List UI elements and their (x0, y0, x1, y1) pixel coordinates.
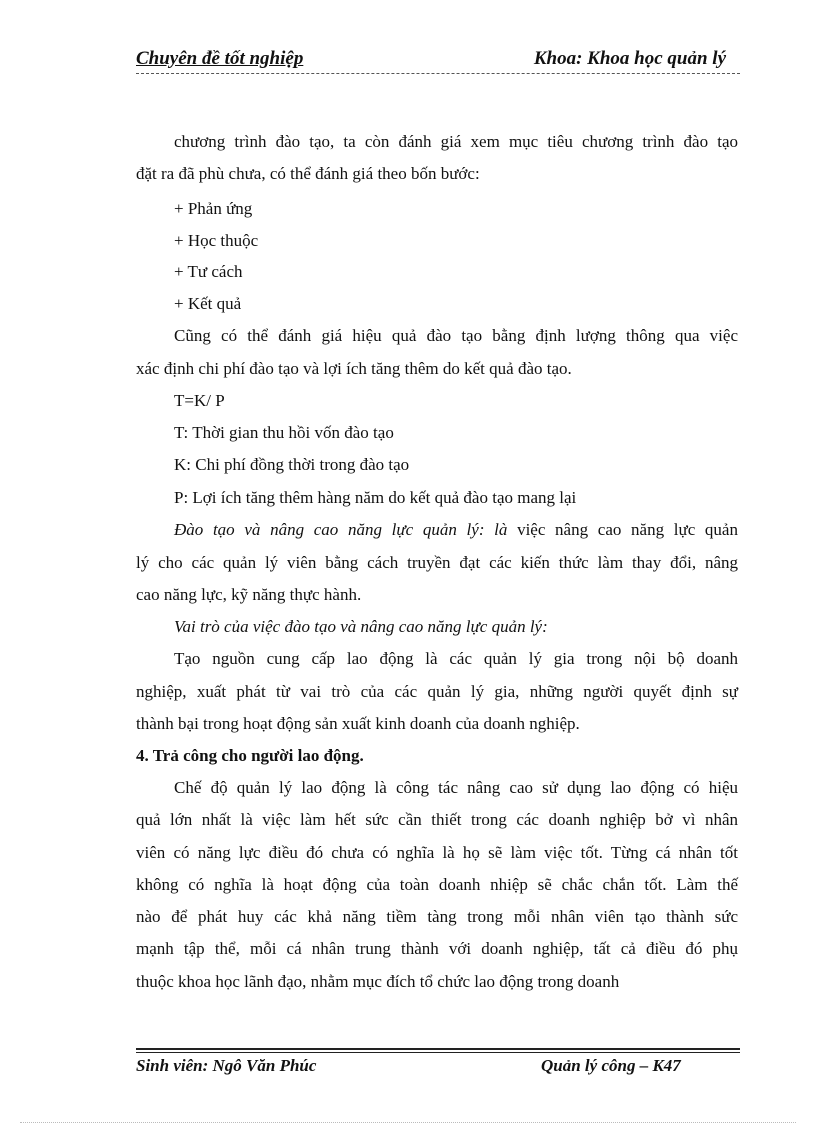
text-line: nào để phát huy các khả năng tiềm tàng trong mỗi nhân viên tạo thành sức (136, 907, 738, 926)
italic-subheading: Vai trò của việc đào tạo và nâng cao năng lực quản lý: (174, 617, 548, 636)
footer-student: Sinh viên: Ngô Văn Phúc (136, 1056, 317, 1075)
formula: T=K/ P (174, 391, 225, 410)
page-footer (136, 1056, 740, 1080)
page-header (136, 48, 740, 74)
definition-k: K: Chi phí đồng thời trong đào tạo (174, 455, 410, 474)
header-divider (136, 73, 740, 74)
text-line: nghiệp, xuất phát từ vai trò của các quản lý gia, những người quyết định sự (136, 682, 738, 701)
footer-class: Quản lý công – K47 (541, 1056, 681, 1075)
header-faculty: Khoa: Khoa học quản lý (533, 48, 726, 69)
italic-term: Đào tạo và nâng cao năng lực quản lý: là (174, 520, 508, 539)
text-line: Cũng có thể đánh giá hiệu quả đào tạo bằng định lượng thông qua việc (174, 326, 738, 345)
text-line: không có nghĩa là hoạt động của toàn doanh nhiệp sẽ chắc chắn tốt. Làm thế (136, 875, 738, 894)
text-line: thuộc khoa học lãnh đạo, nhằm mục đích tổ chức lao động trong doanh (136, 972, 620, 991)
text-line: đặt ra đã phù chưa, có thể đánh giá theo bốn bước: (136, 164, 480, 183)
definition-t: T: Thời gian thu hồi vốn đào tạo (174, 423, 394, 442)
text-line: lý cho các quản lý viên bằng cách truyền đạt các kiến thức làm thay đổi, nâng (136, 553, 738, 572)
list-item: + Học thuộc (174, 231, 259, 250)
text-run: việc nâng cao năng lực quản (507, 520, 738, 539)
footer-divider-thick (136, 1048, 740, 1050)
text-line: Tạo nguồn cung cấp lao động là các quản lý gia trong nội bộ doanh (174, 649, 738, 668)
list-item: + Kết quả (174, 294, 242, 313)
text-line: Chế độ quản lý lao động là công tác nâng cao sử dụng lao động có hiệu (174, 778, 738, 797)
list-item: + Phản ứng (174, 199, 253, 218)
list-item: + Tư cách (174, 262, 243, 281)
text-line: cao năng lực, kỹ năng thực hành. (136, 585, 362, 604)
text-line (174, 520, 738, 542)
text-line: mạnh tập thể, mỗi cá nhân trung thành với doanh nghiệp, tất cả điều đó phụ (136, 939, 738, 958)
footer-divider-thin (136, 1052, 740, 1053)
text-line: quả lớn nhất là việc làm hết sức cần thiết trong các doanh nghiệp bở vì nhân (136, 810, 738, 829)
definition-p: P: Lợi ích tăng thêm hàng năm do kết quả đào tạo mang lại (174, 488, 577, 507)
text-line: xác định chi phí đào tạo và lợi ích tăng thêm do kết quả đào tạo. (136, 359, 572, 378)
text-line: thành bại trong hoạt động sản xuất kinh doanh của doanh nghiệp. (136, 714, 580, 733)
text-line: chương trình đào tạo, ta còn đánh giá xem mục tiêu chương trình đào tạo (174, 132, 738, 151)
header-document-type: Chuyên đề tốt nghiệp (136, 48, 304, 69)
text-line: viên có năng lực điều đó chưa có nghĩa là họ sẽ làm việc tốt. Từng cá nhân tốt (136, 843, 738, 862)
section-heading: 4. Trả công cho người lao động. (136, 746, 364, 765)
